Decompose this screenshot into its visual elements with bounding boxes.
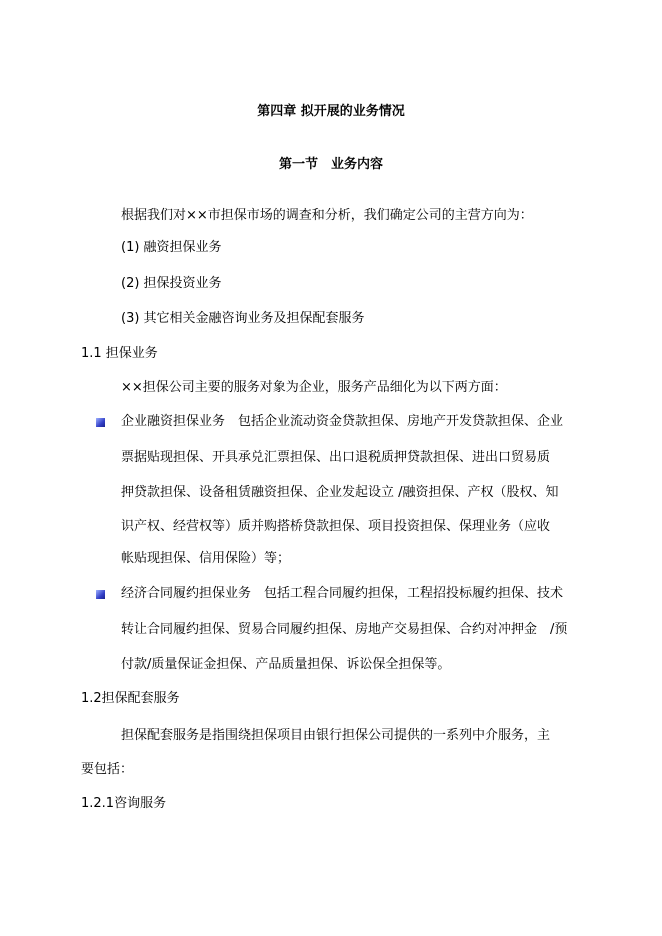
chapter-title: 第四章 拟开展的业务情况 — [257, 104, 405, 119]
bullet-2-line-2: 转让合同履约担保、贸易合同履约担保、房地产交易担保、合约对冲押金 /预 — [121, 622, 568, 637]
bullet-2-line-1: 经济合同履约担保业务 包括工程合同履约担保，工程招投标履约担保、技术 — [121, 586, 564, 601]
sub-heading-1-2-1: 1.2.1咨询服务 — [81, 796, 167, 811]
bullet-1-line-2: 票据贴现担保、开具承兑汇票担保、出口退税质押贷款担保、进出口贸易质 — [121, 450, 551, 465]
bullet-square-icon — [96, 418, 105, 427]
bullet-1-line-1: 企业融资担保业务 包括企业流动资金贷款担保、房地产开发贷款担保、企业 — [121, 414, 564, 429]
section-heading-1-1: 1.1 担保业务 — [81, 346, 158, 361]
direction-item-1: (1) 融资担保业务 — [121, 240, 222, 255]
section-1-1-intro: ××担保公司主要的服务对象为企业，服务产品细化为以下两方面： — [121, 380, 507, 395]
bullet-square-icon — [96, 590, 105, 599]
bullet-2-line-3: 付款/质量保证金担保、产品质量担保、诉讼保全担保等。 — [121, 657, 451, 672]
section-heading-1-2: 1.2担保配套服务 — [81, 691, 180, 706]
intro-paragraph: 根据我们对××市担保市场的调查和分析，我们确定公司的主营方向为： — [121, 208, 533, 223]
bullet-1-line-5: 帐贴现担保、信用保险）等； — [121, 551, 291, 566]
section-title: 第一节 业务内容 — [278, 157, 383, 172]
section-1-2-para-line-1: 担保配套服务是指围绕担保项目由银行担保公司提供的一系列中介服务，主 — [121, 728, 551, 743]
direction-item-2: (2) 担保投资业务 — [121, 276, 222, 291]
direction-item-3: (3) 其它相关金融咨询业务及担保配套服务 — [121, 311, 365, 326]
section-1-2-para-line-2: 要包括： — [81, 762, 134, 777]
bullet-1-line-3: 押贷款担保、设备租赁融资担保、企业发起设立 /融资担保、产权（股权、知 — [121, 485, 559, 500]
bullet-1-line-4: 识产权、经营权等）质并购搭桥贷款担保、项目投资担保、保理业务（应收 — [121, 519, 551, 534]
